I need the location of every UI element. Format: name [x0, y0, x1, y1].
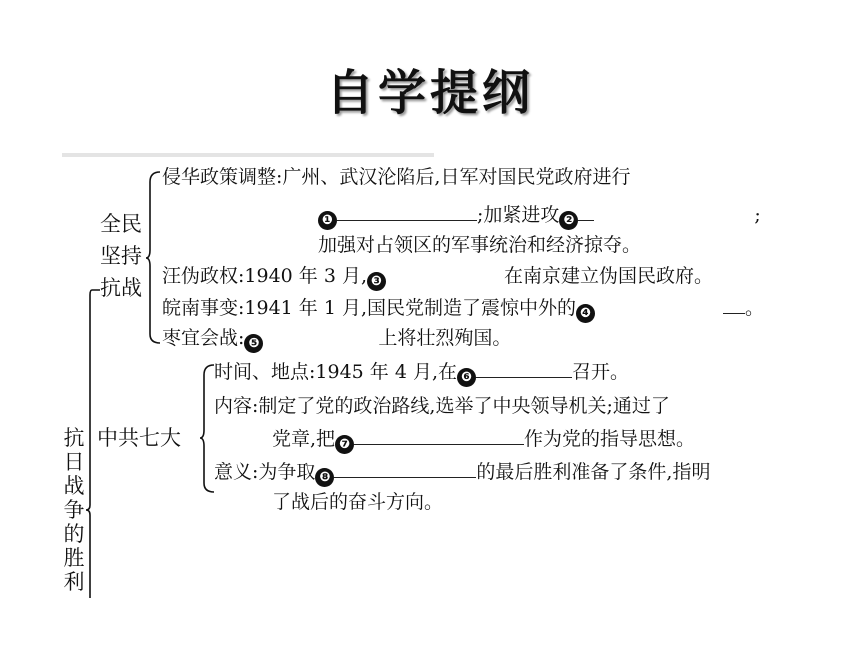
wannan-head: 皖南事变: [162, 297, 245, 319]
marker-1: ❶ [318, 211, 337, 230]
wannan-text1: 1941 年 1 月,国民党制造了震惊中外的 [244, 297, 577, 319]
section2-label: 中共七大 [97, 426, 181, 450]
content-text2: 党章,把 [272, 428, 336, 450]
brace-section2 [200, 365, 214, 492]
policy-line3: 加强对占领区的军事统治和经济掠夺。 [318, 234, 642, 256]
brace-section1 [146, 172, 160, 343]
meaning-line1 [214, 459, 710, 487]
wang-text1: 1940 年 3 月, [244, 265, 368, 287]
content-head: 内容: [214, 395, 259, 417]
marker-7: ❼ [335, 435, 354, 454]
blank-1[interactable] [337, 202, 477, 221]
root-label-text: 抗日战争的胜利 [63, 426, 85, 594]
wang-text2: 在南京建立伪国民政府。 [504, 265, 714, 287]
blank-2[interactable] [578, 202, 594, 221]
time-text1: 1945 年 4 月,在 [315, 361, 458, 383]
marker-4: ❹ [576, 304, 595, 323]
policy-line1 [162, 165, 630, 189]
marker-3: ❸ [367, 272, 386, 291]
meaning-text1: 为争取 [258, 461, 316, 483]
page-title: 自学提纲 [325, 65, 534, 121]
meaning-text2: 的最后胜利准备了条件,指明 [476, 461, 711, 483]
section1-label-2: 坚持 [100, 244, 142, 268]
zaoyi-head: 枣宜会战: [162, 327, 245, 349]
policy-line2 [318, 202, 761, 230]
blank-8[interactable] [334, 459, 476, 478]
section1-label-1: 全民 [100, 212, 142, 236]
content-line1 [214, 394, 670, 418]
marker-8: ❽ [315, 468, 334, 487]
policy-text1: 广州、武汉沦陷后,日军对国民党政府进行 [282, 166, 631, 188]
zaoyi-text2: 上将壮烈殉国。 [378, 327, 512, 349]
marker-2: ❷ [559, 211, 578, 230]
zaoyi-line [162, 326, 511, 353]
meaning-head: 意义: [214, 461, 259, 483]
meaning-line2: 了战后的奋斗方向。 [272, 491, 444, 513]
section1-label-3: 抗战 [100, 276, 142, 300]
blank-7[interactable] [354, 426, 524, 445]
time-line [214, 359, 629, 387]
policy-head: 侵华政策调整: [162, 166, 283, 188]
marker-5: ❺ [244, 334, 263, 353]
policy-text3: ; [754, 204, 761, 226]
time-head: 时间、地点: [214, 361, 316, 383]
content-text3: 作为党的指导思想。 [524, 428, 696, 450]
root-label [62, 426, 86, 594]
content-text1: 制定了党的政治路线,选举了中央领导机关;通过了 [258, 395, 670, 417]
wannan-text2: 。 [745, 297, 765, 319]
blank-4[interactable] [723, 295, 745, 314]
wang-head: 汪伪政权: [162, 265, 245, 287]
policy-text2: ;加紧进攻 [477, 204, 560, 226]
blank-6[interactable] [476, 359, 572, 378]
wang-line [162, 264, 713, 291]
time-text2: 召开。 [572, 361, 630, 383]
marker-6: ❻ [457, 368, 476, 387]
wannan-line [162, 295, 764, 323]
content-line2 [272, 426, 695, 454]
